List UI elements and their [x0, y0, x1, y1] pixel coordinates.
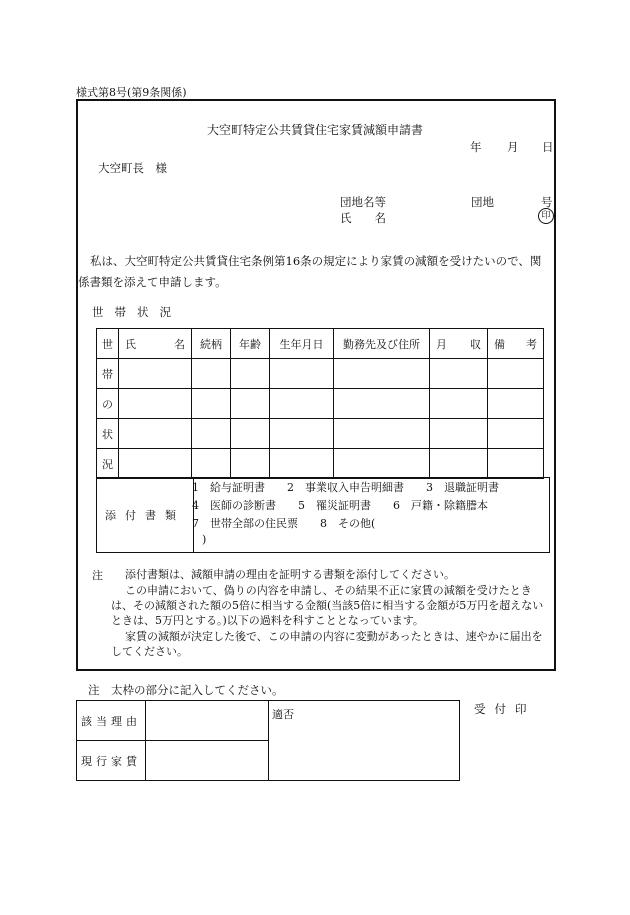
attachment-line-2: 4 医師の診断書 5 罹災証明書 6 戸籍・除籍謄本: [192, 499, 488, 512]
age-cell[interactable]: [231, 359, 270, 389]
reason-label: 該当理由: [77, 701, 146, 741]
employer-cell[interactable]: [334, 419, 430, 449]
name-cell[interactable]: [119, 449, 192, 479]
birthdate-cell[interactable]: [270, 389, 334, 419]
name-cell[interactable]: [119, 389, 192, 419]
household-table: [96, 328, 544, 479]
col-header-relation: 続柄: [192, 329, 231, 359]
remarks-cell[interactable]: [488, 449, 544, 479]
col-header-employer-address: 勤務先及び住所: [334, 329, 430, 359]
rent-label: 現行家賃: [77, 741, 146, 781]
side-label-char: 帯: [97, 359, 119, 389]
income-cell[interactable]: [430, 389, 488, 419]
relation-cell[interactable]: [192, 449, 231, 479]
attachment-line-4: ): [202, 533, 207, 546]
employer-cell[interactable]: [334, 449, 430, 479]
col-header-name: 氏名: [119, 329, 192, 359]
birthdate-cell[interactable]: [270, 359, 334, 389]
attachment-line-3: 7 世帯全部の住民票 8 その他(: [192, 517, 376, 530]
side-label-char: 況: [97, 449, 119, 479]
side-label-char: の: [97, 389, 119, 419]
birthdate-cell[interactable]: [270, 449, 334, 479]
birthdate-cell[interactable]: [270, 419, 334, 449]
name-cell[interactable]: [119, 359, 192, 389]
remarks-cell[interactable]: [488, 359, 544, 389]
section-heading-household: 世帯状況: [92, 305, 182, 319]
date-year-label: 年: [470, 140, 482, 154]
attachments-label: 添付書類: [97, 478, 194, 553]
employer-cell[interactable]: [334, 389, 430, 419]
bottom-note: 注 太枠の部分に記入してください。: [88, 683, 284, 697]
income-cell[interactable]: [430, 359, 488, 389]
name-cell[interactable]: [119, 419, 192, 449]
age-cell[interactable]: [231, 419, 270, 449]
application-statement: 私は、大空町特定公共賃貸住宅条例第16条の規定により家賃の減額を受けたいので、関係書類を添えて申請します。: [78, 254, 542, 289]
employer-cell[interactable]: [334, 359, 430, 389]
col-header-remarks: 備考: [488, 329, 544, 359]
income-cell[interactable]: [430, 419, 488, 449]
applicant-name-label: 氏 名: [340, 211, 386, 225]
side-label-char: 世: [97, 329, 119, 359]
table-row: [97, 389, 544, 419]
notes-label: 注: [92, 569, 103, 582]
reason-cell[interactable]: [146, 701, 269, 741]
age-cell[interactable]: [231, 389, 270, 419]
receipt-stamp-label: 受付印: [474, 702, 536, 716]
danchi-unit-label: 団地: [471, 195, 494, 209]
room-number-unit-label: 号: [541, 195, 553, 209]
note-1: 添付書類は、減額申請の理由を証明する書類を添付してください。: [125, 568, 455, 581]
decision-cell: 適否: [269, 701, 460, 781]
relation-cell[interactable]: [192, 359, 231, 389]
addressee: 大空町長 様: [98, 161, 167, 175]
table-row: [97, 359, 544, 389]
note-3: 家賃の減額が決定した後で、この申請の内容に変動があったときは、速やかに届出をしてください。: [111, 630, 543, 658]
remarks-cell[interactable]: [488, 419, 544, 449]
side-label-char: 状: [97, 419, 119, 449]
table-row: [97, 419, 544, 449]
date-day-label: 日: [542, 140, 554, 154]
relation-cell[interactable]: [192, 419, 231, 449]
office-use-table: [76, 700, 460, 781]
relation-cell[interactable]: [192, 389, 231, 419]
danchi-name-label: 団地名等: [340, 195, 386, 209]
form-number: 様式第8号(第9条関係): [76, 86, 187, 99]
age-cell[interactable]: [231, 449, 270, 479]
remarks-cell[interactable]: [488, 389, 544, 419]
date-month-label: 月: [507, 140, 519, 154]
col-header-birthdate: 生年月日: [270, 329, 334, 359]
col-header-monthly-income: 月収: [430, 329, 488, 359]
form-title: 大空町特定公共賃貸住宅家賃減額申請書: [206, 123, 423, 137]
attachment-line-1: 1 給与証明書 2 事業収入申告明細書 3 退職証明書: [192, 481, 499, 494]
col-header-age: 年齢: [231, 329, 270, 359]
table-row: [97, 449, 544, 479]
seal-mark: 印: [538, 208, 554, 224]
income-cell[interactable]: [430, 449, 488, 479]
note-2: この申請において、偽りの内容を申請し、その結果不正に家賃の減額を受けたときは、その減額された額の5倍に相当する金額(当該5倍に相当する金額が5万円を超えないときは、5万円とする。)以下の過料を科すこととなっています。: [111, 584, 544, 627]
rent-cell[interactable]: [146, 741, 269, 781]
